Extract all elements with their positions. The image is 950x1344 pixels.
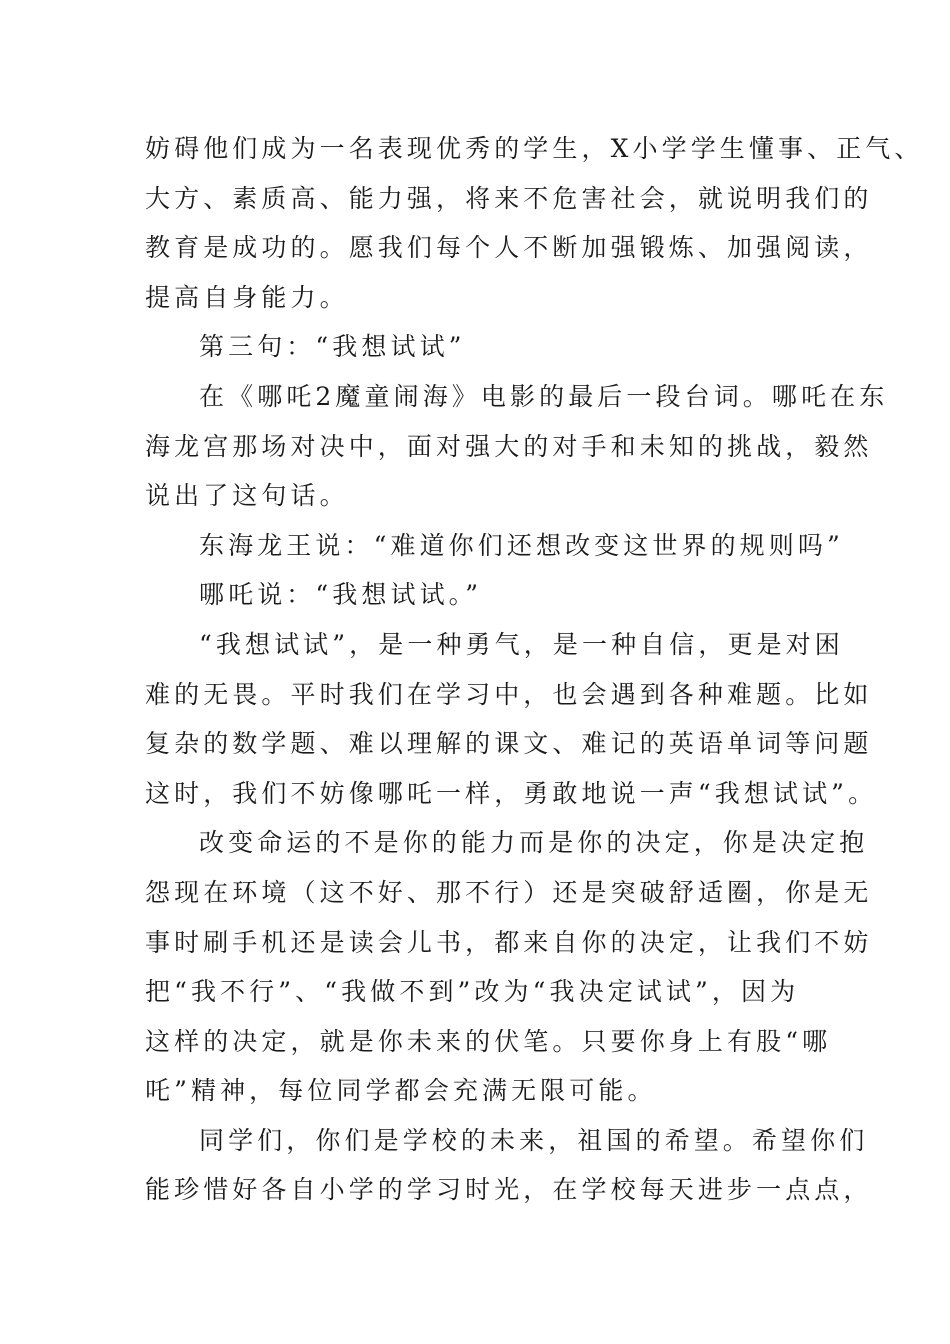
document-body <box>145 124 924 1215</box>
text-line: 复杂的数学题、难以理解的课文、难记的英语单词等问题 <box>145 729 873 759</box>
text-line: 大方、素质高、能力强，将来不危害社会，就说明我们的 <box>145 183 873 213</box>
text-line: 提高自身能力。 <box>145 282 349 312</box>
text-line: 难的无畏。平时我们在学习中，也会遇到各种难题。比如 <box>145 679 873 709</box>
text-line: 妨碍他们成为一名表现优秀的学生，X小学学生懂事、正气、 <box>145 134 924 163</box>
text-line: 吒”精神，每位同学都会充满无限可能。 <box>145 1076 657 1106</box>
text-line: 东海龙王说：“难道你们还想改变这世界的规则吗” <box>199 530 844 560</box>
text-line: 教育是成功的。愿我们每个人不断加强锻炼、加强阅读， <box>145 233 873 263</box>
section-heading: 第三句：“我想试试” <box>199 332 466 362</box>
text-line: 这时，我们不妨像哪吒一样，勇敢地说一声“我想试试”。 <box>145 778 878 808</box>
text-line: 怨现在环境（这不好、那不行）还是突破舒适圈，你是无 <box>145 877 873 907</box>
text-line: 说出了这句话。 <box>145 481 349 511</box>
text-line: 能珍惜好各自小学的学习时光，在学校每天进步一点点， <box>145 1175 873 1205</box>
text-line: “我想试试”，是一种勇气，是一种自信，更是对困 <box>199 629 844 659</box>
text-line: 改变命运的不是你的能力而是你的决定，你是决定抱 <box>199 828 869 858</box>
text-line: 海龙宫那场对决中，面对强大的对手和未知的挑战，毅然 <box>145 431 873 461</box>
text-line: 哪吒说：“我想试试。” <box>199 580 483 610</box>
text-line: 同学们，你们是学校的未来，祖国的希望。希望你们 <box>199 1125 869 1155</box>
text-line: 在《哪吒2魔童闹海》电影的最后一段台词。哪吒在东 <box>199 381 889 411</box>
text-line: 这样的决定，就是你未来的伏笔。只要你身上有股“哪 <box>145 1026 832 1056</box>
text-line: 事时刷手机还是读会儿书，都来自你的决定，让我们不妨 <box>145 927 873 957</box>
text-line: 把“我不行”、“我做不到”改为“我决定试试”，因为 <box>145 977 800 1007</box>
